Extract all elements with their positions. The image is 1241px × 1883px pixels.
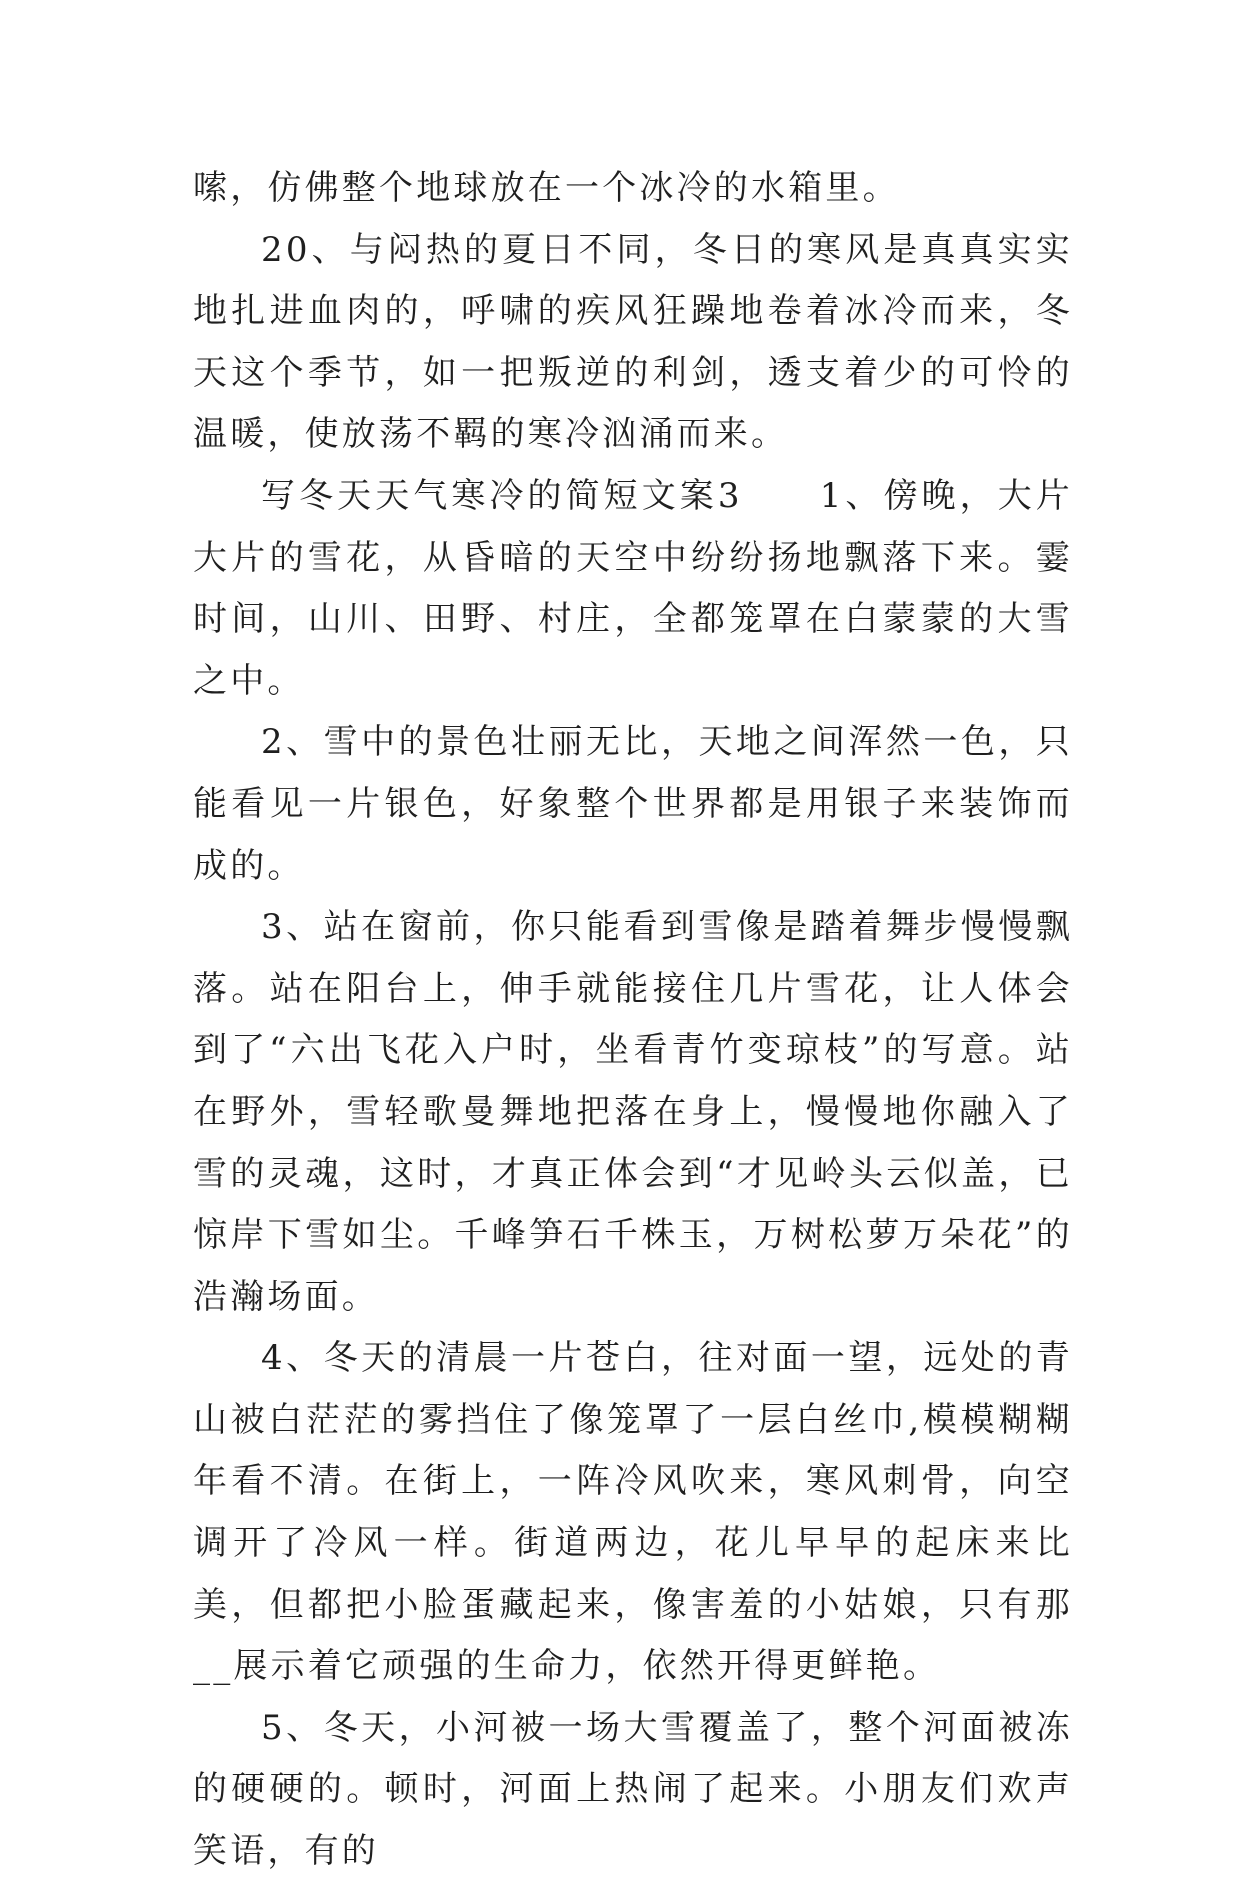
document-body — [193, 158, 1073, 1883]
paragraph-section-3-item-1: 写冬天天气寒冷的简短文案3 1、傍晚，大片大片的雪花，从昏暗的天空中纷纷扬地飘落下来。霎时间，山川、田野、村庄，全都笼罩在白蒙蒙的大雪之中。 — [193, 475, 1073, 701]
paragraph-item-4: 4、冬天的清晨一片苍白，往对面一望，远处的青山被白茫茫的雾挡住了像笼罩了一层白丝巾,模模糊糊年看不清。在街上，一阵冷风吹来，寒风刺骨，向空调开了冷风一样。街道两边，花儿早早的起床来比美，但都把小脸蛋藏起来，像害羞的小姑娘，只有那__展示着它顽强的生命力，依然开得更鲜艳。 — [193, 1338, 1073, 1687]
paragraph-item-2: 2、雪中的景色壮丽无比，天地之间浑然一色，只能看见一片银色，好象整个世界都是用银子来装饰而成的。 — [193, 722, 1073, 886]
paragraph-item-3: 3、站在窗前，你只能看到雪像是踏着舞步慢慢飘落。站在阳台上，伸手就能接住几片雪花，让人体会到了“六出飞花入户时，坐看青竹变琼枝”的写意。站在野外，雪轻歌曼舞地把落在身上，慢慢地你融入了雪的灵魂，这时，才真正体会到“才见岭头云似盖，已惊岸下雪如尘。千峰笋石千株玉，万树松萝万朵花”的浩瀚场面。 — [193, 907, 1073, 1317]
paragraph-item-5: 5、冬天，小河被一场大雪覆盖了，整个河面被冻的硬硬的。顿时，河面上热闹了起来。小朋友们欢声笑语，有的 — [193, 1707, 1073, 1872]
paragraph-continuation: 嗦，仿佛整个地球放在一个冰冷的水箱里。 — [193, 168, 900, 208]
paragraph-item-20: 20、与闷热的夏日不同，冬日的寒风是真真实实地扎进血肉的，呼啸的疾风狂躁地卷着冰冷而来，冬天这个季节，如一把叛逆的利剑，透支着少的可怜的温暖，使放荡不羁的寒冷汹涌而来。 — [193, 229, 1073, 455]
